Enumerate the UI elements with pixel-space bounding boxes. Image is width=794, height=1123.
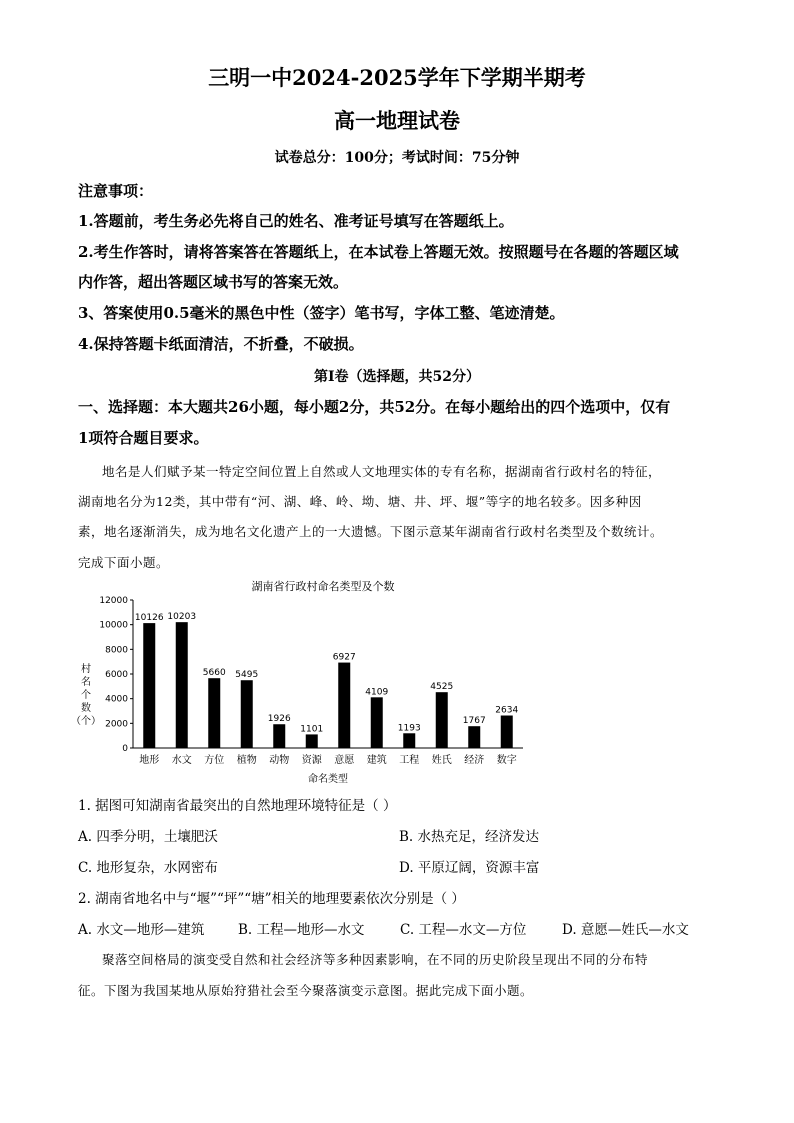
data-label: 2634 bbox=[495, 705, 519, 716]
data-label: 5660 bbox=[202, 668, 226, 679]
bar-经济 bbox=[468, 726, 480, 748]
notice-item-3: 3、答案使用0.5毫米的黑色中性（签字）笔书写，字体工整、笔迹清楚。 bbox=[78, 304, 565, 322]
data-label: 6927 bbox=[332, 652, 356, 663]
chart-title: 湖南省行政村命名类型及个数 bbox=[251, 580, 395, 593]
chart-y-label: 村名个数（个） bbox=[71, 664, 101, 727]
notice-heading: 注意事项： bbox=[78, 182, 154, 200]
passage1-line2: 湖南地名分为12类，其中带有“河、湖、峰、岭、坳、塘、井、坪、堰”等字的地名较多。因多种因 bbox=[78, 494, 642, 509]
section-title: 第Ⅰ卷（选择题，共52分） bbox=[313, 369, 481, 385]
passage1-line3: 素，地名逐渐消失，成为地名文化遗产上的一大遗憾。下图示意某年湖南省行政村名类型及个数统计。 bbox=[78, 524, 664, 539]
exam-meta: 试卷总分：100分；考试时间：75分钟 bbox=[274, 150, 520, 166]
bar-地形 bbox=[143, 623, 155, 748]
passage1-line4: 完成下面小题。 bbox=[78, 555, 170, 570]
exam-title: 三明一中2024-2025学年下学期半期考 bbox=[208, 65, 586, 90]
chart-x-label: 命名类型 bbox=[308, 774, 348, 785]
x-tick-label: 意愿 bbox=[334, 755, 355, 766]
data-label: 1926 bbox=[267, 714, 291, 725]
bar-水文 bbox=[176, 622, 188, 748]
bar-资源 bbox=[306, 734, 318, 748]
data-label: 10203 bbox=[167, 612, 197, 623]
x-tick-label: 工程 bbox=[399, 755, 420, 766]
passage2-line2: 征。下图为我国某地从原始狩猎社会至今聚落演变示意图。据此完成下面小题。 bbox=[78, 983, 534, 998]
data-label: 1193 bbox=[397, 723, 421, 734]
bar-数字 bbox=[501, 716, 513, 748]
q1-option-c[interactable]: C. 地形复杂，水网密布 bbox=[78, 860, 218, 876]
y-tick-label: 10000 bbox=[99, 620, 128, 631]
q1-option-b[interactable]: B. 水热充足，经济发达 bbox=[399, 829, 540, 845]
data-label: 1767 bbox=[462, 716, 486, 727]
bar-方位 bbox=[208, 678, 220, 748]
data-label: 1101 bbox=[300, 724, 324, 735]
section-intro-line2: 1项符合题目要求。 bbox=[78, 429, 209, 447]
q2-option-d[interactable]: D. 意愿—姓氏—水文 bbox=[562, 922, 689, 938]
x-tick-label: 方位 bbox=[204, 755, 225, 766]
passage2-line1: 聚落空间格局的演变受自然和社会经济等多种因素影响，在不同的历史阶段呈现出不同的分布特 bbox=[102, 952, 649, 967]
bar-植物 bbox=[241, 680, 253, 748]
y-tick-label: 12000 bbox=[99, 596, 128, 606]
q2-option-a[interactable]: A. 水文—地形—建筑 bbox=[78, 922, 205, 938]
bar-姓氏 bbox=[436, 692, 448, 748]
x-tick-label: 植物 bbox=[236, 755, 257, 766]
data-label: 10126 bbox=[134, 613, 164, 624]
data-label: 5495 bbox=[235, 670, 259, 681]
y-tick-label: 6000 bbox=[105, 670, 128, 680]
notice-item-2-line1: 2.考生作答时，请将答案答在答题纸上，在本试卷上答题无效。按照题号在各题的答题区域 bbox=[78, 243, 679, 261]
q1-stem: 1. 据图可知湖南省最突出的自然地理环境特征是（ ） bbox=[78, 798, 397, 814]
y-tick-label: 2000 bbox=[105, 719, 128, 730]
x-tick-label: 地形 bbox=[139, 755, 160, 766]
q1-option-a[interactable]: A. 四季分明，土壤肥沃 bbox=[78, 829, 218, 845]
notice-item-4: 4.保持答题卡纸面清洁，不折叠，不破损。 bbox=[78, 335, 364, 353]
bar-建筑 bbox=[371, 697, 383, 748]
section-intro-line1: 一、选择题：本大题共26小题，每小题2分，共52分。在每小题给出的四个选项中，仅有 bbox=[78, 398, 671, 416]
x-tick-label: 经济 bbox=[464, 755, 485, 766]
x-tick-label: 建筑 bbox=[366, 755, 387, 766]
q2-stem: 2. 湖南省地名中与“堰”“坪”“塘”相关的地理要素依次分别是（ ） bbox=[78, 891, 465, 907]
x-tick-label: 资源 bbox=[301, 755, 322, 766]
notice-item-1: 1.答题前，考生务必先将自己的姓名、准考证号填写在答题纸上。 bbox=[78, 212, 514, 230]
village-name-bar-chart bbox=[71, 576, 538, 786]
x-tick-label: 数字 bbox=[496, 755, 517, 766]
bar-意愿 bbox=[338, 663, 350, 748]
q2-option-b[interactable]: B. 工程—地形—水文 bbox=[238, 922, 365, 938]
notice-item-2-line2: 内作答，超出答题区域书写的答案无效。 bbox=[78, 273, 349, 291]
y-tick-label: 8000 bbox=[105, 645, 128, 656]
bar-动物 bbox=[273, 724, 285, 748]
x-tick-label: 水文 bbox=[171, 755, 192, 766]
bar-工程 bbox=[403, 733, 415, 748]
q2-option-c[interactable]: C. 工程—水文—方位 bbox=[400, 922, 527, 938]
x-tick-label: 动物 bbox=[269, 755, 290, 766]
data-label: 4109 bbox=[365, 687, 389, 698]
x-tick-label: 姓氏 bbox=[431, 755, 452, 766]
y-tick-label: 4000 bbox=[105, 694, 128, 705]
y-tick-label: 0 bbox=[122, 744, 128, 754]
passage1-line1: 地名是人们赋予某一特定空间位置上自然或人文地理实体的专有名称，据湖南省行政村名的特征， bbox=[102, 464, 662, 479]
data-label: 4525 bbox=[430, 682, 454, 693]
exam-subtitle: 高一地理试卷 bbox=[334, 108, 460, 133]
q1-option-d[interactable]: D. 平原辽阔，资源丰富 bbox=[399, 860, 540, 876]
